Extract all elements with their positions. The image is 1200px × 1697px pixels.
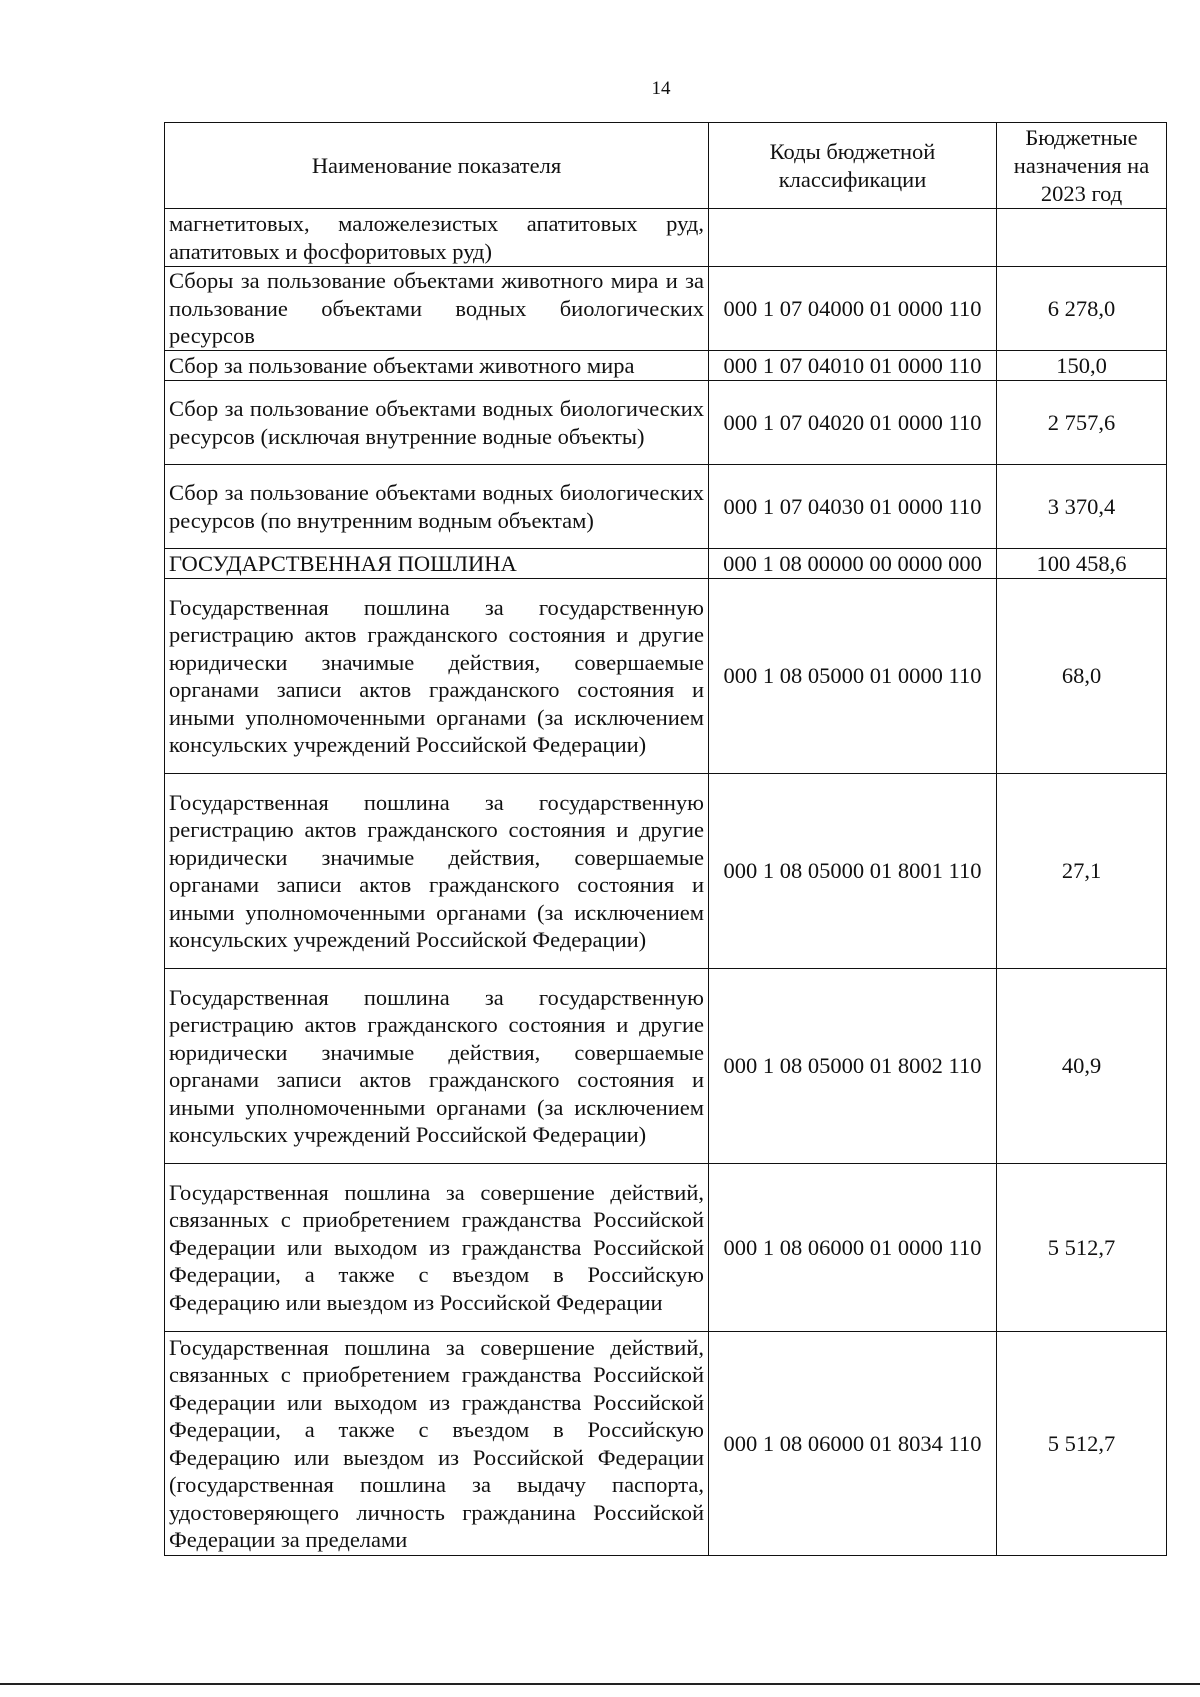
row-code: 000 1 08 06000 01 0000 110 xyxy=(709,1164,997,1332)
header-amount: Бюджетные назначения на 2023 год xyxy=(997,123,1167,209)
row-amount: 150,0 xyxy=(997,351,1167,381)
table-row xyxy=(165,465,1167,549)
row-amount: 5 512,7 xyxy=(997,1332,1167,1556)
row-code: 000 1 08 00000 00 0000 000 xyxy=(709,549,997,579)
budget-table xyxy=(164,122,1167,1556)
table-row xyxy=(165,579,1167,774)
page-bottom-rule xyxy=(0,1683,1200,1685)
row-amount: 40,9 xyxy=(997,969,1167,1164)
row-code: 000 1 07 04000 01 0000 110 xyxy=(709,267,997,351)
table-row xyxy=(165,1332,1167,1556)
table-header xyxy=(165,123,1167,209)
table-row xyxy=(165,351,1167,381)
row-amount: 3 370,4 xyxy=(997,465,1167,549)
row-amount: 5 512,7 xyxy=(997,1164,1167,1332)
row-amount: 27,1 xyxy=(997,774,1167,969)
table-row xyxy=(165,381,1167,465)
header-name: Наименование показателя xyxy=(165,123,709,209)
table-row xyxy=(165,774,1167,969)
table-row xyxy=(165,267,1167,351)
page-number: 14 xyxy=(651,78,671,99)
row-amount: 68,0 xyxy=(997,579,1167,774)
row-amount: 100 458,6 xyxy=(997,549,1167,579)
row-name: Сбор за пользование объектами животного мира xyxy=(165,351,709,381)
row-amount: 2 757,6 xyxy=(997,381,1167,465)
row-amount: 6 278,0 xyxy=(997,267,1167,351)
row-name: Государственная пошлина за государственную регистрацию актов гражданского состояния и другие юридически значимые действия, совершаемые органами записи актов гражданского состояния и иными уполномоченными органами (за исключением консульских учреждений Российской Федерации) xyxy=(165,969,709,1164)
row-name: ГОСУДАРСТВЕННАЯ ПОШЛИНА xyxy=(165,549,709,579)
row-name: Государственная пошлина за совершение действий, связанных с приобретением гражданства Российской Федерации или выходом из гражданства Российской Федерации, а также с въездом в Российскую Федерацию или выездом из Российской Федерации (государственная пошлина за выдачу паспорта, удостоверяющего личность гражданина Российской Федерации за пределами xyxy=(165,1332,709,1556)
table-body xyxy=(165,209,1167,1556)
row-code xyxy=(709,209,997,267)
row-name: Сбор за пользование объектами водных биологических ресурсов (исключая внутренние водные объекты) xyxy=(165,381,709,465)
row-code: 000 1 07 04020 01 0000 110 xyxy=(709,381,997,465)
header-row xyxy=(165,123,1167,209)
table-row xyxy=(165,1164,1167,1332)
row-name: магнетитовых, маложелезистых апатитовых руд, апатитовых и фосфоритовых руд) xyxy=(165,209,709,267)
row-name: Государственная пошлина за государственную регистрацию актов гражданского состояния и другие юридически значимые действия, совершаемые органами записи актов гражданского состояния и иными уполномоченными органами (за исключением консульских учреждений Российской Федерации) xyxy=(165,579,709,774)
row-code: 000 1 08 05000 01 8001 110 xyxy=(709,774,997,969)
header-code: Коды бюджетной классификации xyxy=(709,123,997,209)
row-code: 000 1 07 04010 01 0000 110 xyxy=(709,351,997,381)
row-code: 000 1 08 06000 01 8034 110 xyxy=(709,1332,997,1556)
table-row xyxy=(165,969,1167,1164)
row-code: 000 1 08 05000 01 0000 110 xyxy=(709,579,997,774)
row-name: Сбор за пользование объектами водных биологических ресурсов (по внутренним водным объектам) xyxy=(165,465,709,549)
row-name: Государственная пошлина за совершение действий, связанных с приобретением гражданства Российской Федерации или выходом из гражданства Российской Федерации, а также с въездом в Российскую Федерацию или выездом из Российской Федерации xyxy=(165,1164,709,1332)
row-name: Государственная пошлина за государственную регистрацию актов гражданского состояния и другие юридически значимые действия, совершаемые органами записи актов гражданского состояния и иными уполномоченными органами (за исключением консульских учреждений Российской Федерации) xyxy=(165,774,709,969)
row-name: Сборы за пользование объектами животного мира и за пользование объектами водных биологических ресурсов xyxy=(165,267,709,351)
row-code: 000 1 08 05000 01 8002 110 xyxy=(709,969,997,1164)
row-amount xyxy=(997,209,1167,267)
table-row xyxy=(165,549,1167,579)
row-code: 000 1 07 04030 01 0000 110 xyxy=(709,465,997,549)
table-row xyxy=(165,209,1167,267)
